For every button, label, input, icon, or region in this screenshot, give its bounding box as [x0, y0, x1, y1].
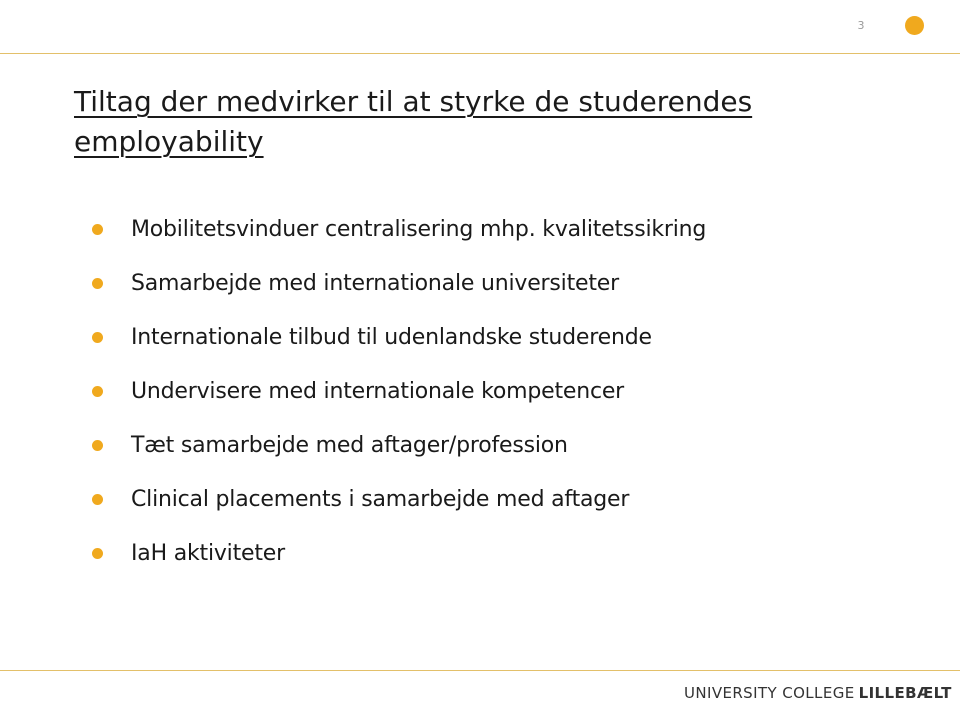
bullet-text: Internationale tilbud til udenlandske studerende — [131, 325, 652, 350]
slide-title: Tiltag der medvirker til at styrke de studerendes employability — [74, 85, 753, 158]
bullet-dot-icon — [92, 494, 103, 505]
footer-rule — [0, 670, 960, 671]
logo-prefix: UNIVERSITY COLLEGE — [684, 684, 855, 702]
bullet-text: IaH aktiviteter — [131, 541, 285, 566]
bullet-text: Clinical placements i samarbejde med aftager — [131, 487, 630, 512]
corner-dot-icon — [905, 16, 924, 35]
bullet-text: Samarbejde med internationale universiteter — [131, 271, 619, 296]
bullet-text: Mobilitetsvinduer centralisering mhp. kvalitetssikring — [131, 217, 707, 242]
bullet-dot-icon — [92, 548, 103, 559]
logo-name: LILLEBÆLT — [858, 684, 952, 702]
bullet-dot-icon — [92, 332, 103, 343]
university-logo — [684, 684, 952, 702]
bullet-list — [92, 214, 706, 592]
bullet-item — [92, 268, 706, 322]
bullet-item — [92, 214, 706, 268]
bullet-item — [92, 430, 706, 484]
bullet-dot-icon — [92, 278, 103, 289]
bullet-dot-icon — [92, 224, 103, 235]
header-rule — [0, 53, 960, 54]
bullet-item — [92, 376, 706, 430]
bullet-text: Tæt samarbejde med aftager/profession — [131, 433, 568, 458]
bullet-item — [92, 484, 706, 538]
bullet-dot-icon — [92, 386, 103, 397]
bullet-item — [92, 538, 706, 592]
bullet-item — [92, 322, 706, 376]
bullet-text: Undervisere med internationale kompetencer — [131, 379, 625, 404]
page-number: 3 — [857, 19, 865, 32]
bullet-dot-icon — [92, 440, 103, 451]
